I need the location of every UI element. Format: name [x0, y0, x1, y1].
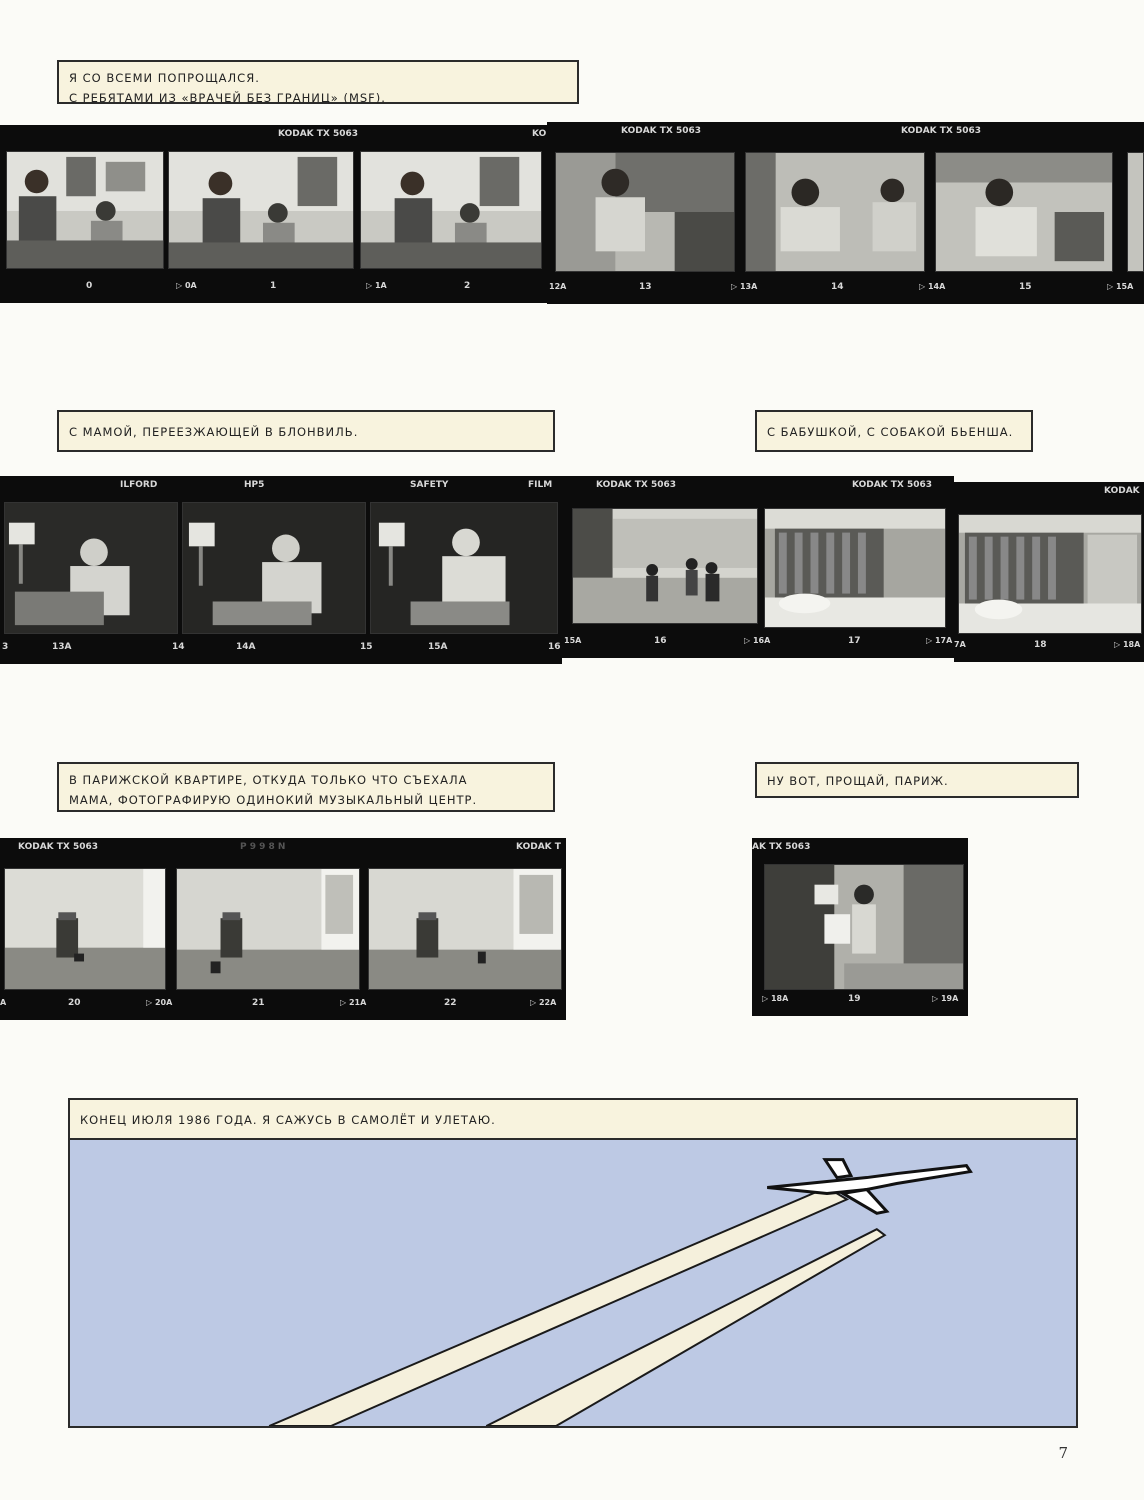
film-edge-label: KO [532, 129, 547, 139]
plane-contrails-drawing [70, 1104, 1076, 1426]
photo-frame-street-crowd [572, 508, 758, 624]
caption-line: КОНЕЦ ИЮЛЯ 1986 ГОДА. Я САЖУСЬ В САМОЛЁТ И УЛЕТАЮ. [80, 1113, 496, 1127]
frame-marker: ▷ 16A [744, 636, 771, 645]
frame-marker: 15A [564, 636, 582, 645]
frame-number: 20 [68, 998, 81, 1008]
film-edge-top [0, 129, 547, 147]
frame-number: 13A [52, 642, 72, 652]
caption-line: С РЕБЯТАМИ ИЗ «ВРАЧЕЙ БЕЗ ГРАНИЦ» (MSF). [69, 91, 386, 105]
film-edge-top [954, 486, 1144, 504]
caption-paris-apartment [57, 762, 555, 812]
frame-marker: ▷ 19A [932, 994, 959, 1003]
film-edge-label: P 9 9 8 N [240, 842, 286, 852]
film-edge-bottom [0, 642, 562, 660]
frame-marker: ▷ 18A [1114, 640, 1141, 649]
film-edge-label: FILM [528, 480, 553, 490]
frame-marker: A [0, 998, 7, 1007]
photo-frame-street-man [764, 864, 964, 990]
photo-frame-man-in-office [935, 152, 1113, 272]
photo-frame-office-women [168, 151, 354, 269]
frame-marker: ▷ 0A [176, 281, 197, 290]
film-edge-label: KODAK T [516, 842, 561, 852]
caption-line: С БАБУШКОЙ, С СОБАКОЙ БЬЕНША. [767, 425, 1014, 439]
film-edge-top [752, 842, 968, 860]
film-edge-bottom [562, 636, 954, 654]
photo-frame-stereo-room [4, 868, 166, 990]
photo-frame-dog-on-sofa [958, 514, 1142, 634]
film-edge-label: KODAK TX 5063 [278, 129, 359, 139]
caption-end-of-july [68, 1098, 1078, 1140]
frame-marker: ▷ 20A [146, 998, 173, 1007]
frame-marker: 12A [549, 282, 567, 291]
film-strip-empty-apartment [0, 838, 566, 1020]
film-edge-label: KODAK TX 5063 [18, 842, 99, 852]
film-strip-mother [0, 476, 562, 664]
frame-number: 21 [252, 998, 265, 1008]
photo-frame-stereo-room [368, 868, 562, 990]
film-edge-label: KODAK TX 5063 [621, 126, 702, 136]
caption-goodbye-paris [755, 762, 1079, 798]
film-edge-top [0, 842, 566, 860]
frame-marker: 7A [954, 640, 966, 649]
frame-marker: ▷ 13A [731, 282, 758, 291]
photo-frame-stereo-room [176, 868, 360, 990]
film-edge-top [0, 480, 562, 498]
frame-number: 0 [86, 281, 93, 291]
frame-number: 17 [848, 636, 861, 646]
frame-number: 22 [444, 998, 457, 1008]
frame-marker: ▷ 17A [926, 636, 953, 645]
film-strip-paris-street [752, 838, 968, 1016]
frame-number: 16 [654, 636, 667, 646]
film-edge-bottom [0, 998, 566, 1016]
frame-number: 16 [548, 642, 561, 652]
frame-marker: ▷ 15A [1107, 282, 1134, 291]
caption-mother [57, 410, 555, 452]
film-strip-grandmother [562, 476, 954, 658]
caption-line: НУ ВОТ, ПРОЩАЙ, ПАРИЖ. [767, 774, 949, 788]
caption-grandmother [755, 410, 1033, 452]
frame-marker: ▷ 21A [340, 998, 367, 1007]
film-strip-phone-calls [547, 122, 1144, 304]
frame-number: 15 [1019, 282, 1032, 292]
frame-marker: ▷ 22A [530, 998, 557, 1007]
frame-marker: ▷ 1A [366, 281, 387, 290]
film-edge-label: AK TX 5063 [752, 842, 811, 852]
film-edge-label: SAFETY [410, 480, 449, 490]
caption-line: В ПАРИЖСКОЙ КВАРТИРЕ, ОТКУДА ТОЛЬКО ЧТО СЪЕХАЛА [69, 773, 468, 787]
frame-number: 14 [831, 282, 844, 292]
frame-number: 1 [270, 281, 277, 291]
frame-number: 15A [428, 642, 448, 652]
film-edge-label: KODAK TX 5063 [596, 480, 677, 490]
film-strip-dog [954, 482, 1144, 662]
caption-line: Я СО ВСЕМИ ПОПРОЩАЛСЯ. [69, 71, 260, 85]
frame-number: 19 [848, 994, 861, 1004]
frame-marker: ▷ 18A [762, 994, 789, 1003]
film-edge-bottom [547, 282, 1144, 300]
photo-frame-man-in-office [745, 152, 925, 272]
film-edge-top [547, 126, 1144, 144]
frame-number: 2 [464, 281, 471, 291]
photo-frame-mother-reading [4, 502, 178, 634]
film-edge-bottom [752, 994, 968, 1012]
film-edge-label: KODAK [1104, 486, 1140, 496]
frame-number: 3 [2, 642, 9, 652]
caption-farewell-msf [57, 60, 579, 104]
caption-line: МАМА, ФОТОГРАФИРУЮ ОДИНОКИЙ МУЗЫКАЛЬНЫЙ ЦЕНТР. [69, 793, 478, 807]
photo-frame-partial [1127, 152, 1144, 272]
frame-number: 13 [639, 282, 652, 292]
photo-frame-man-on-phone [555, 152, 735, 272]
film-edge-bottom [0, 281, 547, 299]
caption-line: С МАМОЙ, ПЕРЕЕЗЖАЮЩЕЙ В БЛОНВИЛЬ. [69, 425, 359, 439]
photo-frame-office-women [360, 151, 542, 269]
film-strip-msf-office [0, 125, 547, 303]
frame-number: 18 [1034, 640, 1047, 650]
film-edge-bottom [954, 640, 1144, 658]
frame-marker: ▷ 14A [919, 282, 946, 291]
frame-number: 14A [236, 642, 256, 652]
frame-number: 14 [172, 642, 185, 652]
frame-number: 15 [360, 642, 373, 652]
film-edge-top [562, 480, 954, 498]
film-edge-label: KODAK TX 5063 [852, 480, 933, 490]
photo-frame-mother-reading [182, 502, 366, 634]
film-edge-label: KODAK TX 5063 [901, 126, 982, 136]
photo-frame-dog-on-sofa [764, 508, 946, 628]
photo-frame-office-women [6, 151, 164, 269]
page-number: 7 [1058, 1444, 1068, 1462]
photo-frame-mother-reading [370, 502, 558, 634]
film-edge-label: HP5 [244, 480, 265, 490]
film-edge-label: ILFORD [120, 480, 158, 490]
sky-panel [68, 1104, 1078, 1428]
